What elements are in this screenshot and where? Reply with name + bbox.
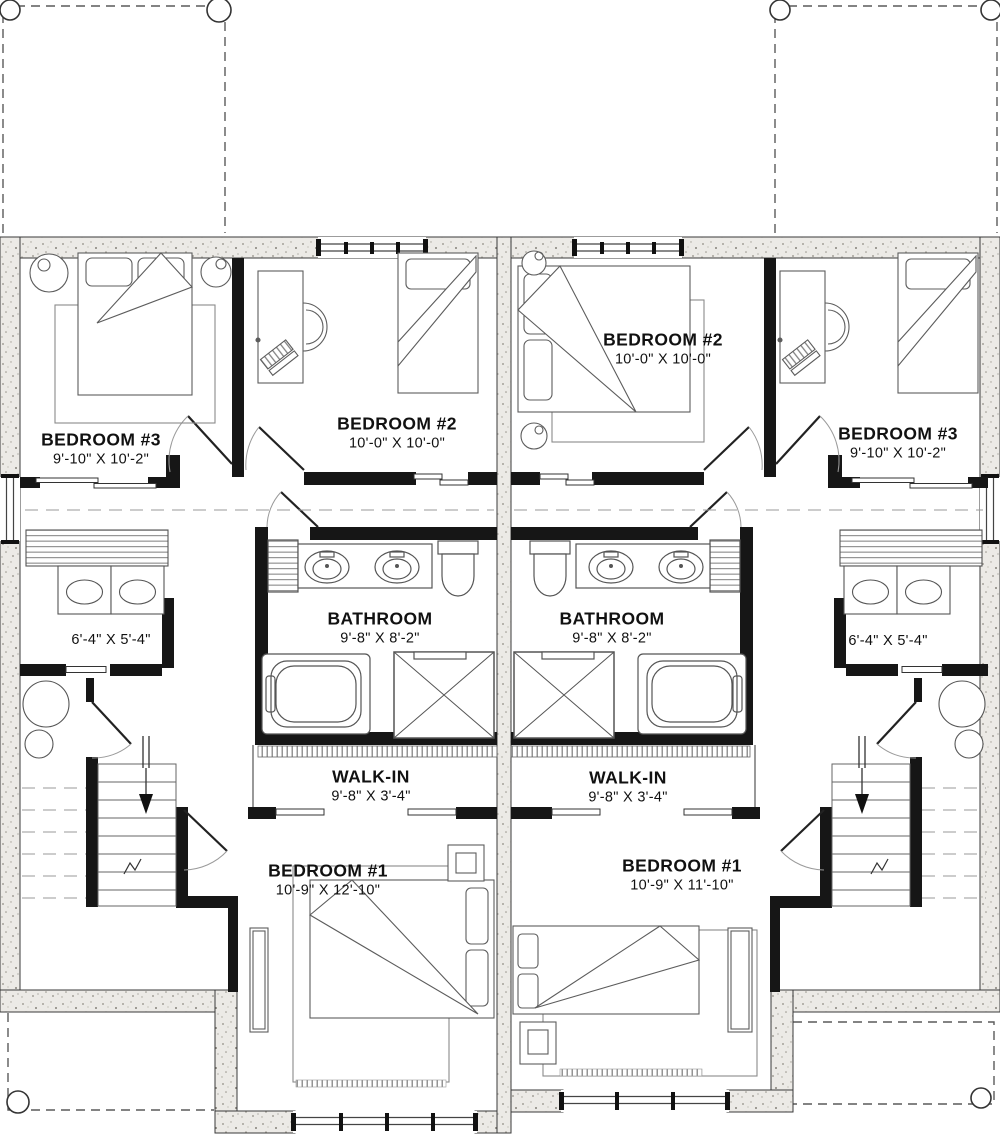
room-name: WALK-IN [589, 767, 667, 788]
post-circle [7, 1091, 29, 1113]
sink [659, 551, 703, 583]
room-dims: 6'-4" X 5'-4" [71, 631, 151, 648]
sink [589, 551, 633, 583]
window-left-side [0, 474, 20, 544]
post-circle [0, 0, 20, 20]
tank [25, 730, 53, 758]
room-name: BEDROOM #3 [41, 429, 161, 450]
stairs-down-arrow [139, 794, 153, 814]
closet-shelf [258, 746, 497, 757]
bed-twin [398, 253, 478, 393]
nightstand [201, 257, 231, 287]
toilet [530, 541, 570, 596]
room-name: WALK-IN [332, 766, 410, 787]
stairs-left [98, 736, 176, 906]
bedroom1-right-furniture [513, 926, 757, 1076]
label-bedroom1-right [622, 855, 742, 894]
closet-shelf [511, 746, 750, 757]
rug-fringe [296, 1080, 446, 1087]
bed-queen [310, 880, 494, 1018]
toilet [438, 541, 478, 596]
nightstand [448, 845, 484, 881]
room-name: BATHROOM [559, 608, 665, 629]
room-dims: 9'-10" X 10'-2" [849, 445, 947, 462]
linen-shelves [710, 540, 740, 592]
shower [514, 652, 614, 738]
window-bottom-left [291, 1111, 478, 1133]
room-dims: 9'-8" X 8'-2" [572, 630, 652, 647]
bedroom2-left-furniture [256, 253, 478, 393]
room-name: BEDROOM #2 [337, 413, 457, 434]
post-circle [770, 0, 790, 20]
dresser [728, 928, 752, 1032]
dryer [897, 566, 950, 614]
room-dims: 9'-8" X 8'-2" [340, 630, 420, 647]
rug-fringe [560, 1069, 702, 1076]
stairs-down-arrow [855, 794, 869, 814]
bedroom3-left-furniture [30, 253, 231, 423]
room-name: BATHROOM [327, 608, 433, 629]
label-bedroom2-right [603, 329, 723, 368]
room-dims: 10'-9" X 11'-10" [630, 877, 734, 894]
party-wall [497, 237, 511, 1133]
bathtub [262, 654, 370, 734]
window-top-right [572, 237, 684, 258]
label-bathroom-right [560, 608, 665, 647]
shelf-unit [840, 530, 982, 566]
label-bedroom1-left [268, 860, 388, 899]
label-bedroom3-right [838, 423, 958, 462]
room-dims: 6'-4" X 5'-4" [848, 632, 928, 649]
room-dims: 10'-0" X 10'-0" [348, 435, 446, 452]
post-circle [981, 0, 1000, 20]
shower [394, 652, 494, 738]
linen-shelves [268, 540, 298, 592]
post-circle [971, 1088, 991, 1108]
nightstand [521, 423, 547, 449]
bathtub [638, 654, 746, 734]
dryer [111, 566, 164, 614]
bed-queen [78, 253, 192, 395]
washer [58, 566, 111, 614]
room-name: BEDROOM #2 [603, 329, 723, 350]
water-heater [23, 681, 69, 727]
room-dims: 10'-0" X 10'-0" [614, 351, 712, 368]
stairs-right [832, 736, 910, 906]
label-bathroom-left [328, 608, 433, 647]
room-name: BEDROOM #1 [268, 860, 388, 881]
window-bottom-right [559, 1090, 730, 1112]
room-dims: 10'-9" X 12'-10" [275, 882, 381, 899]
bed-twin [898, 253, 978, 393]
post-circle [207, 0, 231, 22]
label-bedroom2-left [337, 413, 457, 452]
room-name: BEDROOM #3 [838, 423, 958, 444]
room-dims: 9'-8" X 3'-4" [331, 788, 411, 805]
label-walkin-right [588, 767, 667, 806]
bedroom3-right-furniture [778, 253, 978, 393]
nightstand [520, 1022, 556, 1064]
water-heater [939, 681, 985, 727]
room-dims: 9'-10" X 10'-2" [52, 451, 150, 468]
shelf-unit [26, 530, 168, 566]
label-bedroom3-left [41, 429, 161, 468]
sink [375, 551, 419, 583]
nightstand [30, 254, 68, 292]
washer [844, 566, 897, 614]
bed-queen [513, 926, 699, 1014]
room-name: BEDROOM #1 [622, 855, 742, 876]
label-closet-left [71, 631, 150, 649]
sink [305, 551, 349, 583]
room-dims: 9'-8" X 3'-4" [588, 789, 668, 806]
label-walkin-left [331, 766, 410, 805]
label-closet-right [848, 632, 927, 650]
tank [955, 730, 983, 758]
